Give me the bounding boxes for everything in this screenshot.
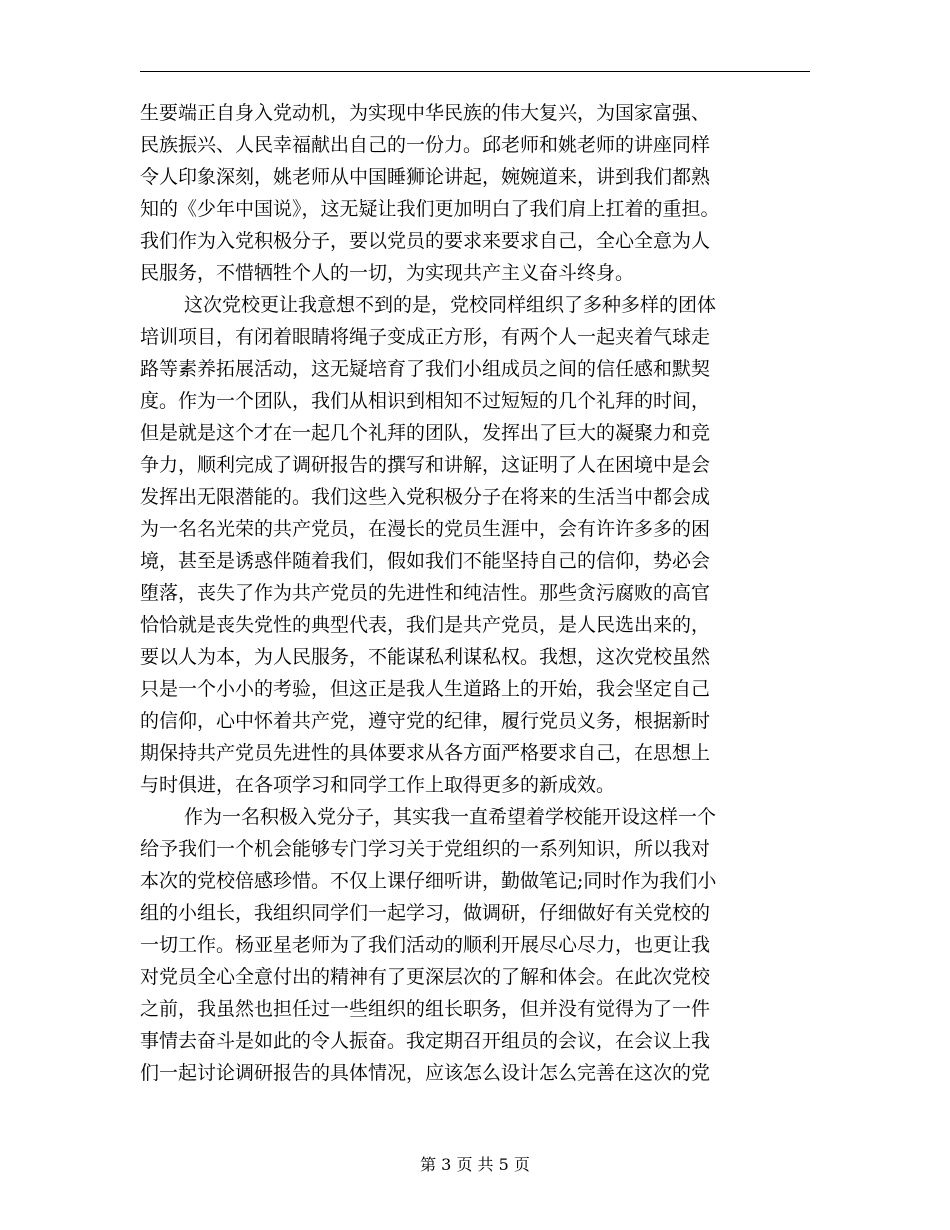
body-text-line: 的信仰，心中怀着共产党，遵守党的纪律，履行党员义务，根据新时: [140, 710, 711, 732]
body-text-line: 本次的党校倍感珍惜。不仅上课仔细听讲，勤做笔记;同时作为我们小: [140, 870, 717, 892]
body-text-line: 这次党校更让我意想不到的是，党校同样组织了多种多样的团体: [184, 294, 717, 316]
body-text-line: 对党员全心全意付出的精神有了更深层次的了解和体会。在此次党校: [140, 966, 711, 988]
body-text-line: 争力，顺利完成了调研报告的撰写和讲解，这证明了人在困境中是会: [140, 454, 711, 476]
body-text-line: 堕落，丧失了作为共产党员的先进性和纯洁性。那些贪污腐败的高官: [140, 582, 711, 604]
body-text-line: 事情去奋斗是如此的令人振奋。我定期召开组员的会议，在会议上我: [140, 1030, 711, 1052]
body-text-line: 给予我们一个机会能够专门学习关于党组织的一系列知识，所以我对: [140, 838, 711, 860]
body-text-line: 民族振兴、人民幸福献出自己的一份力。邱老师和姚老师的讲座同样: [140, 134, 711, 156]
body-text-line: 之前，我虽然也担任过一些组织的组长职务，但并没有觉得为了一件: [140, 998, 711, 1020]
body-text-line: 知的《少年中国说》，这无疑让我们更加明白了我们肩上扛着的重担。: [140, 198, 720, 220]
body-text-line: 恰恰就是丧失党性的典型代表，我们是共产党员，是人民选出来的，: [140, 614, 711, 636]
body-text-line: 期保持共产党员先进性的具体要求从各方面严格要求自己，在思想上: [140, 742, 711, 764]
body-text-line: 培训项目，有闭着眼睛将绳子变成正方形，有两个人一起夹着气球走: [140, 326, 711, 348]
body-text-line: 境，甚至是诱惑伴随着我们，假如我们不能坚持自己的信仰，势必会: [140, 550, 711, 572]
body-text-line: 作为一名积极入党分子，其实我一直希望着学校能开设这样一个: [184, 806, 717, 828]
body-text-line: 民服务，不惜牺牲个人的一切，为实现共产主义奋斗终身。: [140, 262, 635, 284]
body-text-line: 发挥出无限潜能的。我们这些入党积极分子在将来的生活当中都会成: [140, 486, 711, 508]
body-text-line: 为一名名光荣的共产党员，在漫长的党员生涯中，会有许许多多的困: [140, 518, 711, 540]
body-text-line: 只是一个小小的考验，但这正是我人生道路上的开始，我会坚定自己: [140, 678, 711, 700]
page-number: 第 3 页 共 5 页: [420, 1155, 530, 1174]
body-text-line: 我们作为入党积极分子，要以党员的要求来要求自己，全心全意为人: [140, 230, 711, 252]
body-text-line: 生要端正自身入党动机，为实现中华民族的伟大复兴，为国家富强、: [140, 102, 711, 124]
body-text-line: 一切工作。杨亚星老师为了我们活动的顺利开展尽心尽力，也更让我: [140, 934, 711, 956]
body-text-line: 们一起讨论调研报告的具体情况，应该怎么设计怎么完善在这次的党: [140, 1062, 711, 1084]
body-text-line: 要以人为本，为人民服务，不能谋私利谋私权。我想，这次党校虽然: [140, 646, 711, 668]
header-rule: [140, 71, 810, 72]
document-body: [140, 97, 810, 1089]
body-text-line: 与时俱进，在各项学习和同学工作上取得更多的新成效。: [140, 774, 616, 796]
body-text-line: 但是就是这个才在一起几个礼拜的团队，发挥出了巨大的凝聚力和竞: [140, 422, 711, 444]
body-text-line: 路等素养拓展活动，这无疑培育了我们小组成员之间的信任感和默契: [140, 358, 711, 380]
body-text-line: 令人印象深刻，姚老师从中国睡狮论讲起，婉婉道来，讲到我们都熟: [140, 166, 711, 188]
body-text-line: 组的小组长，我组织同学们一起学习，做调研，仔细做好有关党校的: [140, 902, 711, 924]
body-text-line: 度。作为一个团队，我们从相识到相知不过短短的几个礼拜的时间，: [140, 390, 711, 412]
